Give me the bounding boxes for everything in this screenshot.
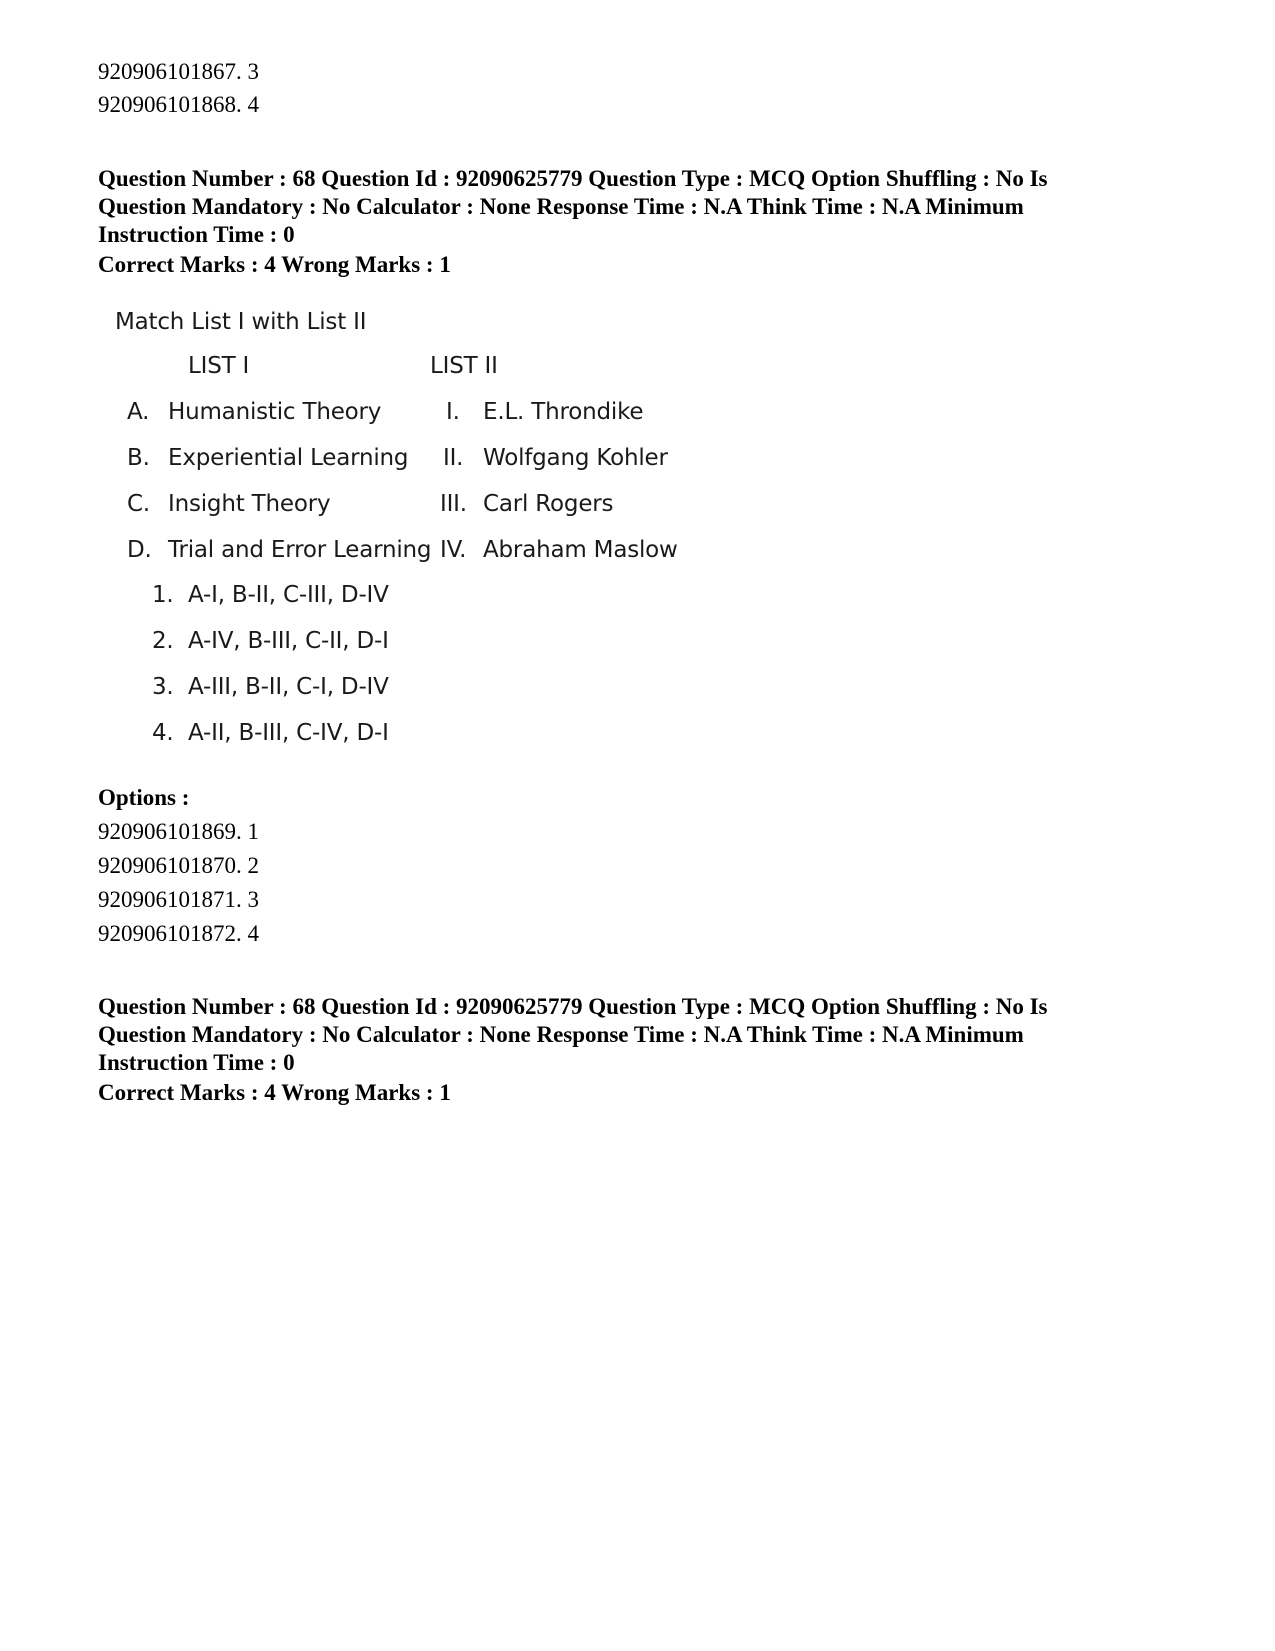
option-row: 920906101871. 3 — [98, 887, 259, 912]
option-row: 920906101870. 2 — [98, 853, 259, 878]
choice-number: 1. — [152, 582, 174, 608]
option-number: 3 — [247, 59, 259, 84]
option-id: 920906101871 — [98, 887, 236, 912]
choice-text: A-II, B-III, C-IV, D-I — [188, 720, 389, 746]
question-meta — [98, 993, 1178, 1077]
option-id: 920906101869 — [98, 819, 236, 844]
choice-number: 4. — [152, 720, 174, 746]
list2-label: I. — [446, 399, 460, 425]
option-number: 3 — [247, 887, 259, 912]
list1-item: Humanistic Theory — [168, 399, 382, 425]
list2-item: Wolfgang Kohler — [483, 445, 668, 471]
list2-item: Abraham Maslow — [483, 537, 678, 563]
list1-item: Experiential Learning — [168, 445, 409, 471]
prev-option-2: 920906101868. 4 — [98, 92, 259, 117]
list2-item: E.L. Throndike — [483, 399, 644, 425]
option-number: 4 — [247, 92, 259, 117]
list1-header: LIST I — [188, 353, 250, 379]
option-id: 920906101872 — [98, 921, 236, 946]
question-marks: Correct Marks : 4 Wrong Marks : 1 — [98, 252, 451, 277]
list1-item: Trial and Error Learning — [168, 537, 432, 563]
choice-text: A-III, B-II, C-I, D-IV — [188, 674, 389, 700]
options-heading: Options : — [98, 785, 190, 810]
list2-label: II. — [443, 445, 464, 471]
choice-text: A-IV, B-III, C-II, D-I — [188, 628, 389, 654]
question-meta — [98, 165, 1178, 249]
list2-item: Carl Rogers — [483, 491, 614, 517]
option-id: 920906101870 — [98, 853, 236, 878]
match-instruction: Match List I with List II — [115, 309, 367, 335]
list1-label: C. — [127, 491, 150, 517]
question-marks: Correct Marks : 4 Wrong Marks : 1 — [98, 1080, 451, 1105]
option-id: 920906101867 — [98, 59, 236, 84]
meta-line-1: Question Number : 68 Question Id : 92090625779 Question Type : MCQ Option Shuffling : No Is — [98, 994, 1048, 1019]
option-row: 920906101872. 4 — [98, 921, 259, 946]
choice-text: A-I, B-II, C-III, D-IV — [188, 582, 389, 608]
prev-option-1: 920906101867. 3 — [98, 59, 259, 84]
meta-line-1: Question Number : 68 Question Id : 92090625779 Question Type : MCQ Option Shuffling : No Is — [98, 166, 1048, 191]
meta-line-3: Instruction Time : 0 — [98, 1050, 295, 1075]
meta-line-2: Question Mandatory : No Calculator : None Response Time : N.A Think Time : N.A Minimum — [98, 194, 1024, 219]
list1-label: B. — [127, 445, 150, 471]
option-number: 1 — [247, 819, 259, 844]
list1-item: Insight Theory — [168, 491, 331, 517]
choice-number: 3. — [152, 674, 174, 700]
list1-label: A. — [127, 399, 150, 425]
choice-number: 2. — [152, 628, 174, 654]
option-number: 2 — [247, 853, 259, 878]
list2-header: LIST II — [430, 353, 498, 379]
option-row: 920906101869. 1 — [98, 819, 259, 844]
meta-line-3: Instruction Time : 0 — [98, 222, 295, 247]
option-number: 4 — [247, 921, 259, 946]
list1-label: D. — [127, 537, 152, 563]
list2-label: III. — [440, 491, 467, 517]
meta-line-2: Question Mandatory : No Calculator : None Response Time : N.A Think Time : N.A Minimum — [98, 1022, 1024, 1047]
option-id: 920906101868 — [98, 92, 236, 117]
list2-label: IV. — [440, 537, 467, 563]
